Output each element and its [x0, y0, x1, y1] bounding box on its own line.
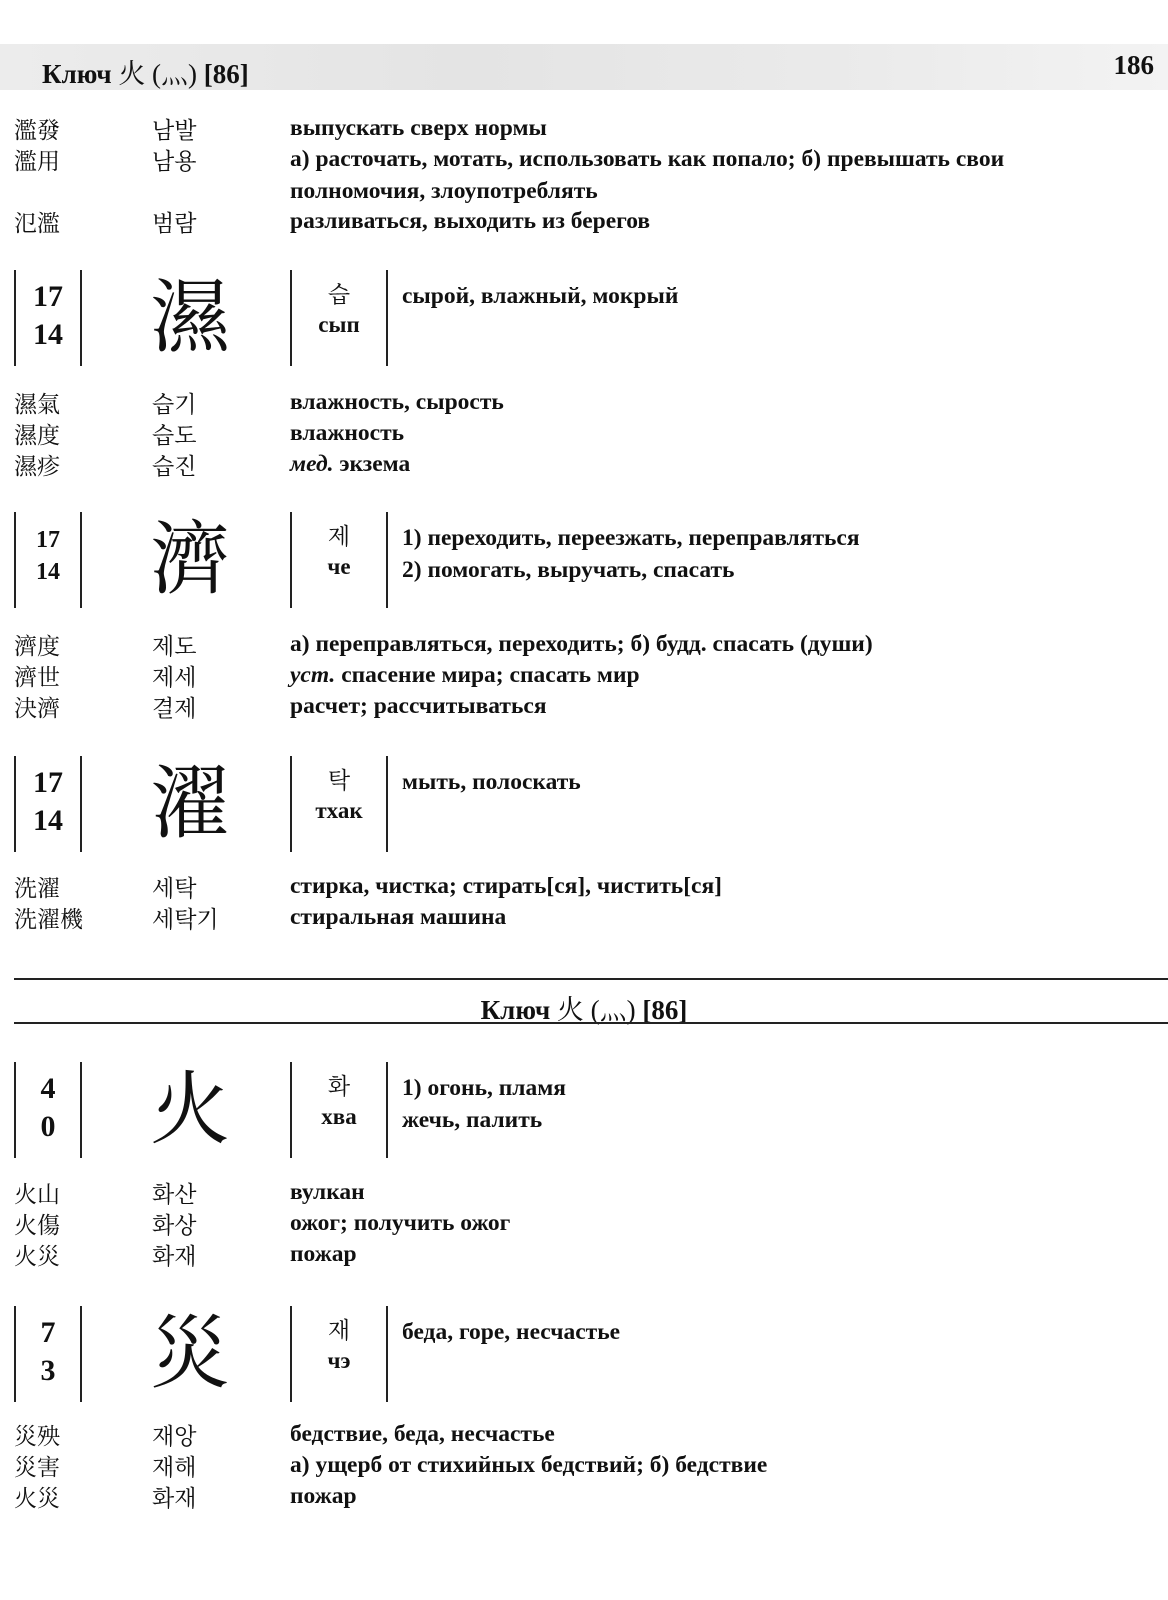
word-hanja: 火災 — [14, 1244, 60, 1270]
meaning-line: жечь, палить — [402, 1107, 543, 1133]
section-title-radical: 火 (灬) — [556, 995, 636, 1025]
word-entry — [0, 870, 1168, 902]
meaning-line: беда, горе, несчастье — [402, 1319, 621, 1345]
stroke-count-box — [14, 270, 82, 366]
section-title-text: Ключ — [480, 995, 557, 1025]
header-title-radical: 火 (灬) — [118, 59, 198, 89]
word-entry — [0, 386, 1168, 418]
reading-box — [290, 512, 388, 608]
word-entry — [0, 112, 1168, 144]
word-meaning: пожар — [290, 1483, 357, 1509]
word-meaning — [290, 659, 1098, 691]
word-entry — [0, 1207, 1168, 1239]
reading-box — [290, 270, 388, 366]
meaning-line: сырой, влажный, мокрый — [402, 283, 679, 309]
word-meaning — [290, 448, 1098, 480]
word-hanja: 洗濯機 — [14, 907, 83, 933]
section-rule-top — [14, 978, 1168, 980]
stroke-count-extra: 14 — [33, 318, 63, 351]
word-hangul: 습기 — [152, 392, 197, 418]
russian-transcription: тхак — [315, 798, 363, 823]
usage-label: уст. — [290, 662, 336, 688]
word-entry — [0, 690, 1168, 722]
meaning-text: спасение мира; спасать мир — [335, 662, 640, 688]
headword-character: 火 — [150, 1063, 230, 1156]
word-entry — [0, 901, 1168, 933]
russian-transcription: сып — [318, 312, 360, 337]
word-entry — [0, 417, 1168, 449]
meaning-line: 1) огонь, пламя — [402, 1075, 566, 1101]
word-hangul: 세탁기 — [152, 907, 219, 933]
word-meaning: разливаться, выходить из берегов — [290, 208, 651, 234]
word-hanja: 災殃 — [14, 1424, 60, 1450]
word-hanja: 決濟 — [14, 696, 60, 722]
word-hanja: 洗濯 — [14, 876, 60, 902]
korean-reading: 제 — [327, 524, 351, 550]
header-title-number: [86] — [197, 59, 249, 89]
word-entry — [0, 628, 1168, 660]
header-title-text: Ключ — [42, 59, 119, 89]
reading-box — [290, 1306, 388, 1402]
page-number: 186 — [1113, 50, 1154, 80]
word-entry — [0, 1176, 1168, 1208]
word-meaning: а) расточать, мотать, использовать как попало; б) превышать свои полномочия, злоупотреблять — [290, 146, 1005, 204]
word-hanja: 火災 — [14, 1486, 60, 1512]
headword-character: 濯 — [150, 757, 230, 850]
section-title-number: [86] — [635, 995, 688, 1025]
word-entry — [0, 659, 1168, 691]
word-hanja: 火山 — [14, 1182, 60, 1208]
word-entry — [0, 205, 1168, 237]
korean-reading: 화 — [327, 1074, 351, 1100]
section-rule-bottom — [14, 1022, 1168, 1024]
word-meaning: расчет; рассчитываться — [290, 693, 547, 719]
stroke-count-total: 17 — [33, 766, 63, 799]
meaning-text: экзема — [333, 451, 411, 477]
stroke-count-extra: 14 — [36, 559, 60, 585]
stroke-count-box — [14, 756, 82, 852]
word-hangul: 화상 — [152, 1213, 197, 1239]
word-meaning: а) ущерб от стихийных бедствий; б) бедствие — [290, 1452, 768, 1478]
word-entry — [0, 1449, 1168, 1481]
character-meaning — [402, 766, 1122, 798]
word-hanja: 火傷 — [14, 1213, 60, 1239]
character-entry — [0, 512, 1168, 608]
meaning-line: 2) помогать, выручать, спасать — [402, 557, 735, 583]
character-entry — [0, 1306, 1168, 1402]
korean-reading: 탁 — [327, 768, 351, 794]
usage-label: мед. — [290, 451, 334, 477]
stroke-count-box — [14, 1062, 82, 1158]
reading-box — [290, 1062, 388, 1158]
character-meaning — [402, 522, 1122, 586]
word-meaning: пожар — [290, 1241, 357, 1267]
word-entry — [0, 1480, 1168, 1512]
word-entry — [0, 1418, 1168, 1450]
word-hanja: 濫用 — [14, 149, 60, 175]
character-entry — [0, 270, 1168, 366]
word-entry — [0, 448, 1168, 480]
character-meaning — [402, 1072, 1122, 1136]
word-hanja: 濕氣 — [14, 392, 60, 418]
word-hangul: 남용 — [152, 149, 197, 175]
word-meaning: вулкан — [290, 1179, 365, 1205]
stroke-count-total: 17 — [36, 527, 60, 553]
korean-reading: 습 — [327, 282, 351, 308]
headword-character: 災 — [150, 1307, 230, 1400]
russian-transcription: чэ — [327, 1348, 351, 1373]
word-hangul: 남발 — [152, 118, 197, 144]
word-meaning: стиральная машина — [290, 904, 507, 930]
word-meaning: бедствие, беда, несчастье — [290, 1421, 555, 1447]
korean-reading: 재 — [327, 1318, 351, 1344]
stroke-count-box — [14, 1306, 82, 1402]
word-hangul: 재앙 — [152, 1424, 197, 1450]
word-meaning: выпускать сверх нормы — [290, 115, 547, 141]
character-entry — [0, 756, 1168, 852]
headword-character: 濟 — [150, 513, 230, 606]
meaning-line: 1) переходить, переезжать, переправляться — [402, 525, 860, 551]
stroke-count-total: 4 — [40, 1072, 56, 1105]
word-hangul: 결제 — [152, 696, 197, 722]
word-hangul: 습진 — [152, 454, 197, 480]
word-meaning: а) переправляться, переходить; б) будд. спасать (души) — [290, 631, 873, 657]
character-meaning — [402, 280, 1122, 312]
character-meaning — [402, 1316, 1122, 1348]
word-hangul: 습도 — [152, 423, 197, 449]
word-meaning: влажность, сырость — [290, 389, 504, 415]
meaning-line: мыть, полоскать — [402, 769, 581, 795]
word-hangul: 재해 — [152, 1455, 197, 1481]
stroke-count-total: 7 — [40, 1316, 56, 1349]
character-entry — [0, 1062, 1168, 1158]
stroke-count-extra: 14 — [33, 804, 63, 837]
word-hangul: 화산 — [152, 1182, 197, 1208]
word-entry — [0, 143, 1168, 204]
word-meaning: ожог; получить ожог — [290, 1210, 511, 1236]
word-hangul: 화재 — [152, 1486, 197, 1512]
word-hanja: 濟世 — [14, 665, 60, 691]
stroke-count-box — [14, 512, 82, 608]
word-hangul: 범람 — [152, 211, 197, 237]
page-header — [0, 44, 1168, 90]
word-hangul: 화재 — [152, 1244, 197, 1270]
header-title — [42, 52, 249, 91]
word-hanja: 濟度 — [14, 634, 60, 660]
headword-character: 濕 — [150, 271, 230, 364]
word-hanja: 濕度 — [14, 423, 60, 449]
word-hangul: 세탁 — [152, 876, 197, 902]
word-hanja: 濕疹 — [14, 454, 60, 480]
word-hangul: 제세 — [152, 665, 197, 691]
word-meaning: стирка, чистка; стирать[ся], чистить[ся] — [290, 873, 722, 899]
reading-box — [290, 756, 388, 852]
stroke-count-extra: 0 — [40, 1110, 56, 1143]
russian-transcription: че — [327, 554, 351, 579]
russian-transcription: хва — [321, 1104, 357, 1129]
stroke-count-total: 17 — [33, 280, 63, 313]
word-hangul: 제도 — [152, 634, 197, 660]
word-entry — [0, 1238, 1168, 1270]
word-hanja: 濫發 — [14, 118, 60, 144]
word-hanja: 災害 — [14, 1455, 60, 1481]
word-meaning: влажность — [290, 420, 405, 446]
word-hanja: 氾濫 — [14, 211, 60, 237]
stroke-count-extra: 3 — [40, 1354, 56, 1387]
